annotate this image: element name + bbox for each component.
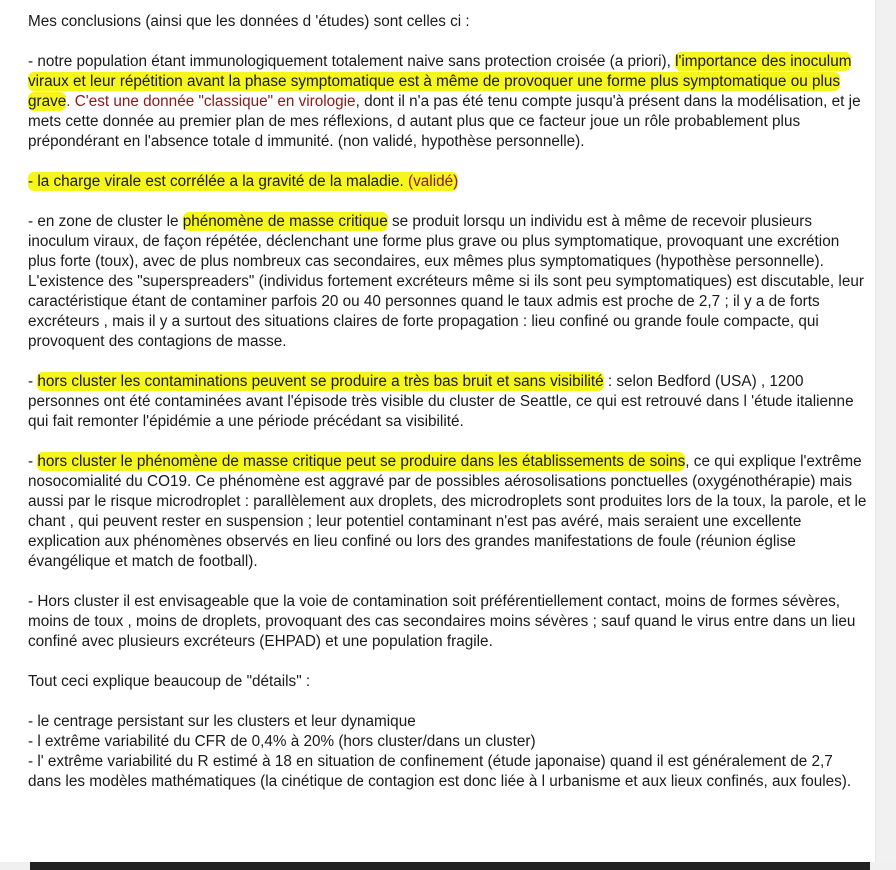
vertical-scrollbar[interactable] — [875, 0, 896, 862]
post-body — [28, 12, 870, 792]
list-item: - le centrage persistant sur les clusters et leur dynamique — [28, 713, 416, 730]
paragraph-6: - Hors cluster il est envisageable que la voie de contamination soit préférentiellement contact, moins de formes sévères, moins de toux , moins de droplets, provoquant des cas secondaires moins sévères ; sauf quand le virus entre dans un lieu confiné avec plusieurs excréteurs (EHPAD) et une population fragile. — [28, 593, 856, 650]
p5-text-a: - — [28, 453, 38, 470]
p3-text-a: - en zone de cluster le — [28, 213, 183, 230]
p3-text-b: se produit lorsqu un individu est à même de recevoir plusieurs inoculum viraux, de façon répétée, déclenchant une forme plus grave ou plus symptomatique, provoquant une excrétion plus forte (toux), avec de plus nombreux cas secondaires, eux mêmes plus symptomatiques (hypothèse personnelle). — [28, 213, 840, 270]
p1-red-note: . C'est une donnée "classique" en virologie — [66, 93, 356, 110]
list-item: - l' extrême variabilité du R estimé à 18 en situation de confinement (étude japonaise) quand il est généralement de 2,7 dans les modèles mathématiques (la cinétique de contagion est donc liée à l urbanisme et aux lieux confinés, aux foules). — [28, 753, 852, 790]
p1-text-b: , dont il n'a pas été tenu compte jusqu'à présent dans la modélisation, et je mets cette donnée au premier plan de mes réflexions, d autant plus que ce facteur joue un rôle probablement plus prépondérant en l'absence totale d immunité. (non validé, hypothèse personnelle). — [28, 93, 861, 150]
paragraph-4 — [28, 372, 870, 432]
horizontal-scrollbar[interactable] — [0, 862, 896, 870]
p1-highlight: l'importance des inoculum viraux et leur répétition avant la phase symptomatique est à même de provoquer une forme plus symptomatique ou plus grave — [28, 53, 852, 110]
p4-text-a: - — [28, 373, 38, 390]
p2-red-note: (validé) — [403, 173, 459, 190]
p1-text-a: - notre population étant immunologiquement totalement naive sans protection croisée (a priori), — [28, 53, 676, 70]
details-intro: Tout ceci explique beaucoup de "détails" : — [28, 673, 311, 690]
p4-text-b: : selon Bedford (USA) , 1200 personnes ont été contaminées avant l'épisode très visible du cluster de Seattle, ce qui est retrouvé dans l 'étude italienne qui fait remonter l'épidémie a une période précédant sa visibilité. — [28, 373, 854, 430]
paragraph-3-superspreaders: L'existence des "superspreaders" (individus fortement excréteurs même si ils sont peu symptomatiques) est discutable, leur caractéristique étant de contaminer parfois 20 ou 40 personnes quand le taux admis est proche de 2,7 ; il y a de forts excréteurs , mais il y a surtout des situations claires de forte propagation : lieu confiné ou grande foule compacte, qui provoquent des contagions de masse. — [28, 273, 864, 350]
paragraph-2 — [28, 172, 870, 192]
p4-highlight: hors cluster les contaminations peuvent se produire a très bas bruit et sans visibilité — [37, 373, 604, 390]
intro-text: Mes conclusions (ainsi que les données d 'études) sont celles ci : — [28, 13, 470, 30]
p2-highlight — [28, 172, 458, 191]
paragraph-5 — [28, 452, 870, 572]
p2-text: - la charge virale est corrélée a la gravité de la maladie. — [28, 173, 404, 190]
paragraph-3 — [28, 212, 870, 272]
p5-text-b: , ce qui explique l'extrême nosocomialité du CO19. Ce phénomène est aggravé par de possibles aérosolisations ponctuelles (oxygénothérapie) mais aussi par le risque microdroplet : parallèlement aux droplets, des microdroplets sont produites lors de la toux, la parole, et le chant , qui peuvent rester en suspension ; leur potentiel contaminant n'est pas avéré, mais seraient une excellente explication aux phénomènes observés en lieu confiné ou lors des grandes manifestations de foule (réunion église évangélique et match de football). — [28, 453, 867, 570]
paragraph-1 — [28, 52, 870, 152]
scrollbar-thumb[interactable] — [30, 862, 870, 870]
p5-highlight: hors cluster le phénomène de masse critique peut se produire dans les établissements de soins — [37, 453, 686, 470]
p3-highlight: phénomène de masse critique — [182, 213, 388, 230]
list-item: - l extrême variabilité du CFR de 0,4% à 20% (hors cluster/dans un cluster) — [28, 733, 536, 750]
